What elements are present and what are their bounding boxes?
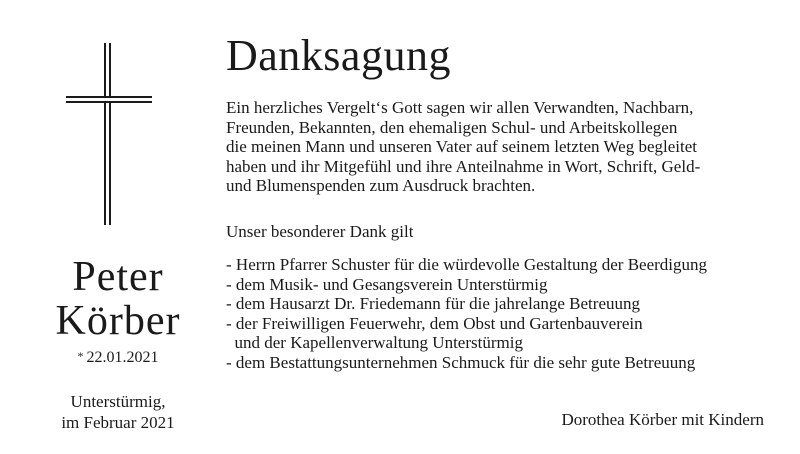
place-date xyxy=(0,391,236,433)
notice-body xyxy=(226,98,786,196)
thanks-item-continued: und der Kapellenverwaltung Unterstürmig xyxy=(226,333,523,353)
deceased-last-name: Körber xyxy=(55,298,181,344)
cross-horizontal-beam xyxy=(66,96,152,103)
thanks-item: - dem Hausarzt Dr. Friedemann für die jahrelange Betreuung xyxy=(226,294,640,314)
birth-date: 22.01.2021 xyxy=(86,349,159,366)
birth-star-icon: * xyxy=(77,349,84,363)
cross-vertical-beam xyxy=(104,43,111,225)
body-line: und Blumenspenden zum Ausdruck brachten. xyxy=(226,176,536,196)
body-line: die meinen Mann und unseren Vater auf seinem letzten Weg begleitet xyxy=(226,137,698,157)
thanks-item: - der Freiwilligen Feuerwehr, dem Obst und Gartenbauverein xyxy=(226,313,643,333)
month-year: im Februar 2021 xyxy=(61,413,175,432)
body-line: haben und ihr Mitgefühl und ihre Anteilnahme in Wort, Schrift, Geld- xyxy=(226,156,701,176)
deceased-first-name: Peter xyxy=(72,254,164,300)
thanks-item: - dem Musik- und Gesangsverein Unterstürmig xyxy=(226,274,548,294)
body-line: Freunden, Bekannten, den ehemaligen Schul- und Arbeitskollegen xyxy=(226,117,678,137)
notice-title: Danksagung xyxy=(226,31,451,80)
thanks-item: - dem Bestattungsunternehmen Schmuck für die sehr gute Betreuung xyxy=(226,352,696,372)
cross-icon xyxy=(66,43,152,225)
thanks-intro: Unser besonderer Dank gilt xyxy=(226,222,414,241)
place: Unterstürmig, xyxy=(70,392,166,411)
birth-line xyxy=(0,346,236,368)
signature: Dorothea Körber mit Kindern xyxy=(561,410,764,429)
body-line: Ein herzliches Vergelt‘s Gott sagen wir allen Verwandten, Nachbarn, xyxy=(226,98,694,117)
thanks-list xyxy=(226,255,786,373)
thanks-item: - Herrn Pfarrer Schuster für die würdevolle Gestaltung der Beerdigung xyxy=(226,255,708,274)
